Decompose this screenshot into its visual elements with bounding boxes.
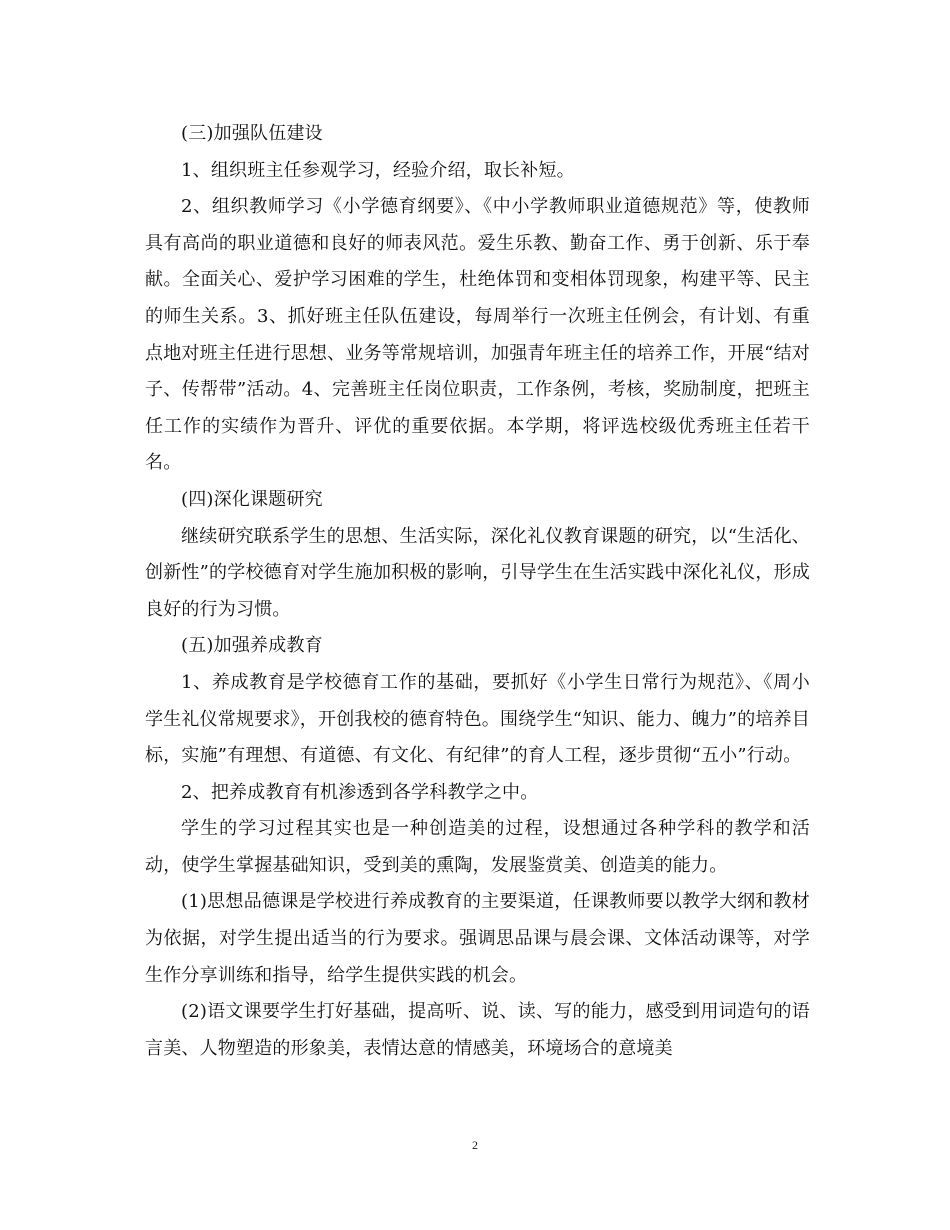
paragraph: 2、组织教师学习《小学德育纲要》、《中小学教师职业道德规范》等，使教师具有高尚的职业道德和良好的师表风范。爱生乐教、勤奋工作、勇于创新、乐于奉献。全面关心、爱护学习困难的学生，杜绝体罚和变相体罚现象，构建平等、民主的师生关系。3、抓好班主任队伍建设，每周举行一次班主任例会，有计划、有重点地对班主任进行思想、业务等常规培训，加强青年班主任的培养工作，开展“结对子、传帮带”活动。4、完善班主任岗位职责，工作条例，考核，奖励制度，把班主任工作的实绩作为晋升、评优的重要依据。本学期，将评选校级优秀班主任若干名。 <box>145 196 810 474</box>
paragraph: (2)语文课要学生打好基础，提高听、说、读、写的能力，感受到用词造句的语言美、人物塑造的形象美，表情达意的情感美，环境场合的意境美 <box>145 1001 810 1059</box>
paragraph: (1)思想品德课是学校进行养成教育的主要渠道，任课教师要以教学大纲和教材为依据，对学生提出适当的行为要求。强调思品课与晨会课、文体活动课等，对学生作分享训练和指导，给学生提供实践的机会。 <box>145 891 810 986</box>
section-heading-team-building: (三)加强队伍建设 <box>181 123 323 144</box>
page-number: 2 <box>472 1138 478 1152</box>
section-heading-habit-education: (五)加强养成教育 <box>181 635 323 657</box>
section-heading-research: (四)深化课题研究 <box>181 488 323 510</box>
paragraph: 1、组织班主任参观学习，经验介绍，取长补短。 <box>181 159 575 181</box>
paragraph: 继续研究联系学生的思想、生活实际，深化礼仪教育课题的研究，以“生活化、创新性”的学校德育对学生施加积极的影响，引导学生在生活实践中深化礼仪，形成良好的行为习惯。 <box>145 525 810 620</box>
document-body <box>145 116 810 1067</box>
paragraph: 1、养成教育是学校德育工作的基础，要抓好《小学生日常行为规范》、《周小学生礼仪常规要求》，开创我校的德育特色。围绕学生“知识、能力、魄力”的培养目标，实施”有理想、有道德、有文化、有纪律”的育人工程，逐步贯彻“五小”行动。 <box>145 671 811 767</box>
paragraph: 学生的学习过程其实也是一种创造美的过程，设想通过各种学科的教学和活动，使学生掌握基础知识，受到美的熏陶，发展鉴赏美、创造美的能力。 <box>145 818 810 876</box>
paragraph: 2、把养成教育有机渗透到各学科教学之中。 <box>181 781 539 803</box>
